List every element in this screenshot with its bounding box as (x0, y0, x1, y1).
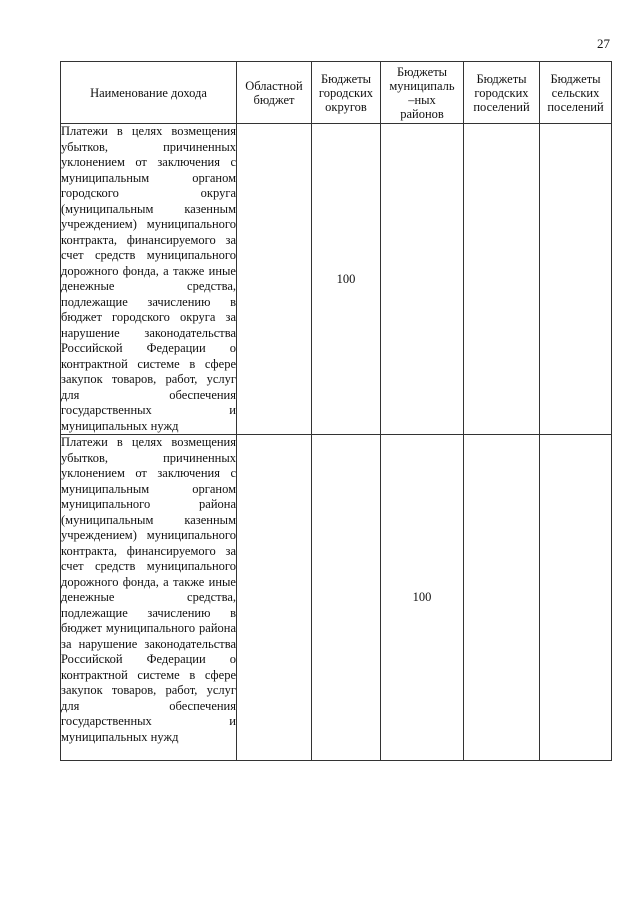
header-line: бюджет (253, 92, 295, 107)
table-row (61, 435, 612, 761)
header-line: поселений (547, 99, 604, 114)
header-line: Бюджеты (320, 71, 372, 86)
city-district-budget-cell: 100 (312, 124, 381, 435)
regional-budget-cell (237, 435, 312, 761)
header-municipal-district-budgets (381, 62, 464, 124)
regional-budget-cell (237, 124, 312, 435)
header-revenue-name (61, 62, 237, 124)
municipal-district-budget-cell (381, 124, 464, 435)
municipal-district-budget-cell: 100 (381, 435, 464, 761)
header-line: городских (318, 85, 374, 100)
header-line: сельских (551, 85, 600, 100)
header-city-district-budgets (312, 62, 381, 124)
header-line: Областной (245, 78, 303, 93)
header-line: –ных (408, 92, 436, 107)
header-line: Бюджеты (476, 71, 527, 86)
header-city-settlement-budgets (464, 62, 540, 124)
header-rural-settlement-budgets (540, 62, 612, 124)
header-line: муниципаль (389, 78, 455, 93)
city-district-budget-cell (312, 435, 381, 761)
revenue-name-cell: Платежи в целях возмещения убытков, причиненных уклонением от заключения с муниципальным органом городского округа (муниципальным казенным учреждением) муниципального контракта, финансируемого за счет средств муниципального дорожного фонда, а также иные денежные средства, подлежащие зачислению в бюджет городского округа за нарушение законодательства Российской Федерации о контрактной системе в сфере закупок товаров, работ, услуг для обеспечения государственных и муниципальных нужд (61, 124, 236, 433)
header-line: Бюджеты (550, 71, 601, 86)
header-line: округов (325, 99, 367, 114)
city-settlement-budget-cell (464, 124, 540, 435)
header-line: городских (474, 85, 529, 100)
rural-settlement-budget-cell (540, 435, 612, 761)
rural-settlement-budget-cell (540, 124, 612, 435)
header-line: поселений (473, 99, 530, 114)
revenue-distribution-table (60, 61, 612, 761)
table-header-row (61, 62, 612, 124)
city-settlement-budget-cell (464, 435, 540, 761)
header-regional-budget (237, 62, 312, 124)
header-revenue-name-label: Наименование дохода (90, 85, 207, 100)
page-number: 27 (597, 36, 610, 51)
revenue-name-cell: Платежи в целях возмещения убытков, причиненных уклонением от заключения с муниципальным органом муниципального района (муниципальным казенным учреждением) муниципального контракта, финансируемого за счет средств муниципального дорожного фонда, а также иные денежные средства, подлежащие зачислению в бюджет муниципального района за нарушение законодательства Российской Федерации о контрактной системе в сфере закупок товаров, работ, услуг для обеспечения государственных и муниципальных нужд (61, 435, 237, 761)
table-row (61, 124, 612, 435)
header-line: Бюджеты (396, 64, 448, 79)
header-line: районов (400, 106, 444, 121)
